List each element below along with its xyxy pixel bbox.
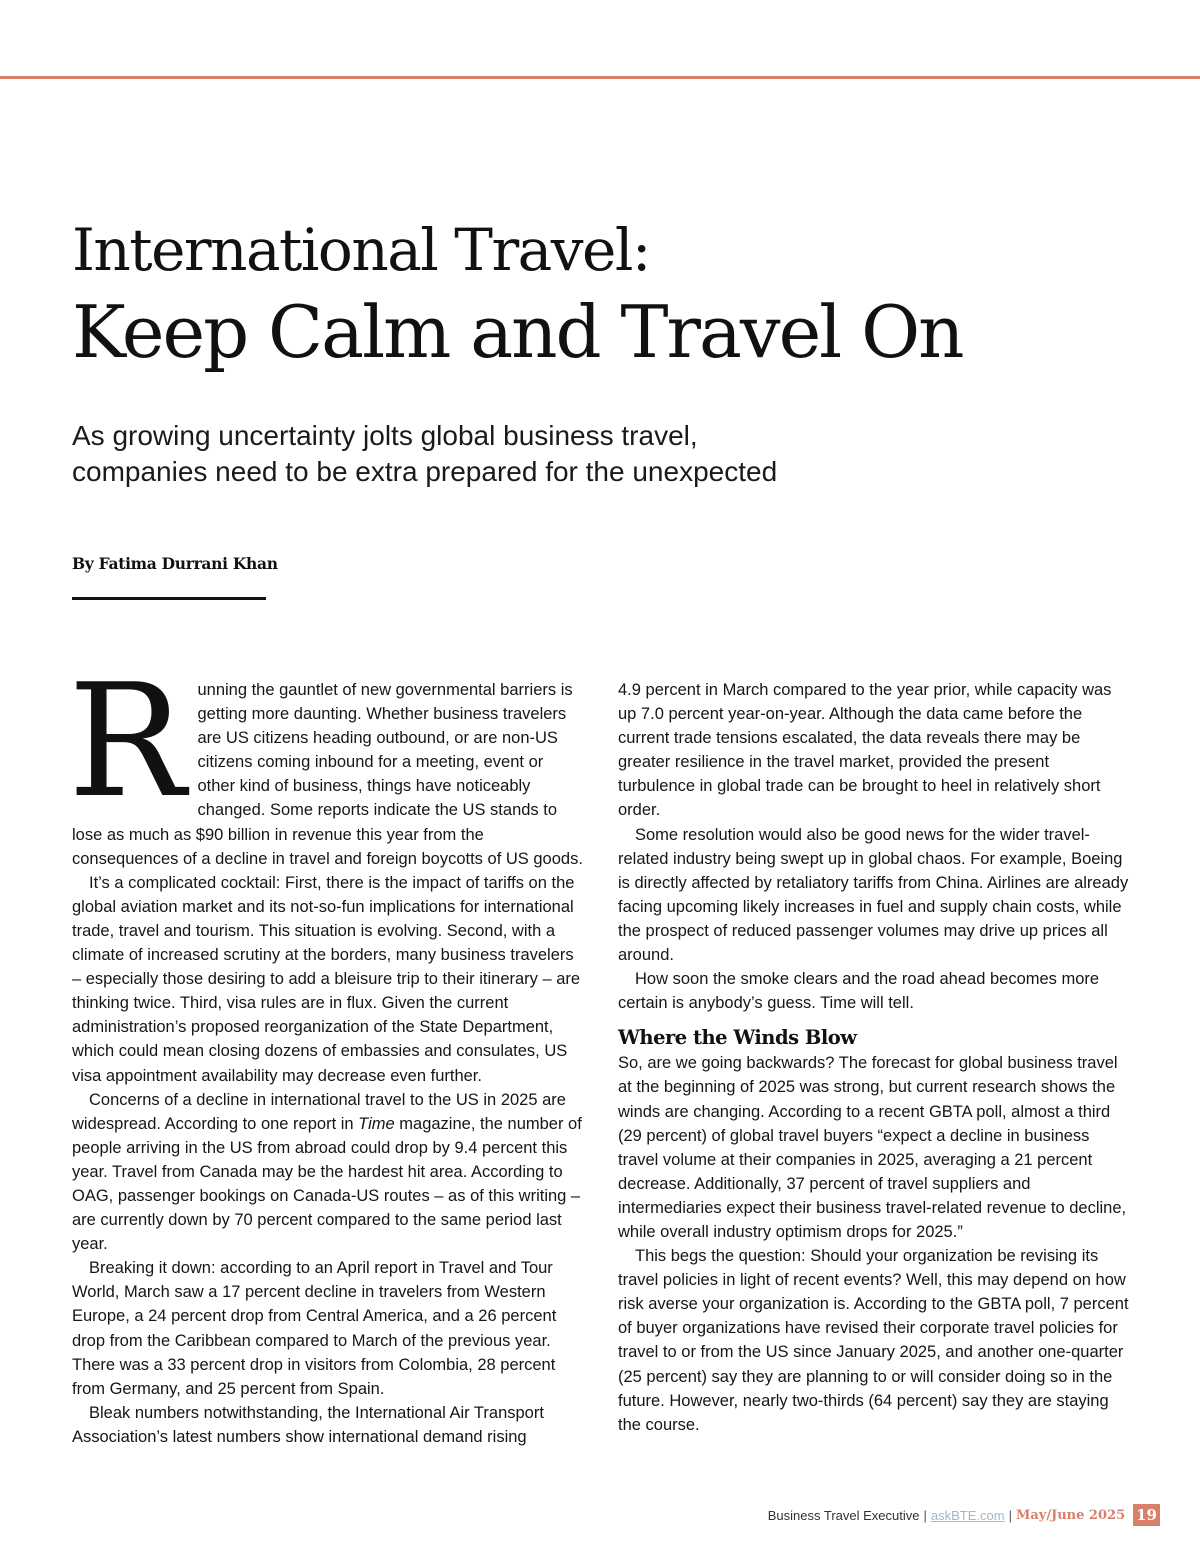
issue-date: May/June 2025 xyxy=(1015,1507,1126,1523)
paragraph-text: unning the gauntlet of new governmental barriers is getting more daunting. Whether business travelers are US citizens heading outbound, or are non-US citizens coming inbound for a meeting, event or other kind of business, things have noticeably changed. Some reports indicate the US stands to lose as much as $90 billion in revenue this year from the consequences of a decline in travel and foreign boycotts of US goods. xyxy=(72,681,583,868)
footer-separator: | xyxy=(1008,1507,1012,1523)
drop-cap: R xyxy=(68,650,184,832)
paragraph: How soon the smoke clears and the road ahead becomes more certain is anybody’s guess. Time will tell. xyxy=(618,970,1100,1013)
top-accent-rule xyxy=(0,76,1200,79)
paragraph: It’s a complicated cocktail: First, there is the impact of tariffs on the global aviation market and its not-so-fun implications for international trade, travel and tourism. This situation is evolving. Second, with a climate of increased scrutiny at the borders, many business travelers – especially those desiring to add a bleisure trip to their itinerary – are thinking twice. Third, visa rules are in flux. Given the current administration’s proposed reorganization of the State Department, which could mean closing dozens of embassies and consulates, US visa appointment availability may decrease even further. xyxy=(72,873,581,1085)
section-heading: Where the Winds Blow xyxy=(618,1026,857,1050)
paragraph xyxy=(72,1088,584,1257)
paragraph: This begs the question: Should your organization be revising its travel policies in light of recent events? Well, this may depend on how risk averse your organization is. According to the GBTA poll, 7 percent of buyer organizations have revised their corporate travel policies for travel to or from the US since January 2025, and another one-quarter (25 percent) say they are planning to or will consider doing so in the future. However, nearly two-thirds (64 percent) say they are staying the course. xyxy=(618,1247,1129,1434)
subtitle-line-2: companies need to be extra prepared for the unexpected xyxy=(72,456,778,487)
publication-name: Time xyxy=(358,1114,395,1133)
paragraph: So, are we going backwards? The forecast for global business travel at the beginning of 2025 was strong, but current research shows the winds are changing. According to a recent GBTA poll, almost a third (29 percent) of global travel buyers “expect a decline in business travel volume at their companies in 2025, averaging a 21 percent decrease. Additionally, 37 percent of travel suppliers and intermediaries expect their business travel-related revenue to decline, while overall industry optimism drops for 2025.” xyxy=(618,1054,1127,1241)
subtitle-line-1: As growing uncertainty jolts global business travel, xyxy=(72,420,698,451)
page-footer xyxy=(768,1503,1160,1527)
byline: By Fatima Durrani Khan xyxy=(72,554,278,573)
article-column-left xyxy=(68,650,584,1449)
paragraph: 4.9 percent in March compared to the year prior, while capacity was up 7.0 percent year-on-year. Although the data came before the current trade tensions escalated, the data reveals there may be greater resilience in the travel market, provided the present turbulence in global trade can be brought to heel in relatively short order. xyxy=(618,681,1112,820)
publication-name: Business Travel Executive xyxy=(767,1507,920,1523)
paragraph: Breaking it down: according to an April report in Travel and Tour World, March saw a 17 percent decline in travelers from Western Europe, a 24 percent drop from Central America, and a 26 percent drop from the Caribbean compared to March of the previous year. There was a 33 percent drop in visitors from Colombia, 28 percent from Germany, and 25 percent from Spain. xyxy=(72,1259,557,1398)
deck-subtitle xyxy=(72,418,1072,490)
paragraph: Some resolution would also be good news for the wider travel-related industry being swept up in global chaos. For example, Boeing is directly affected by retaliatory tariffs from China. Airlines are already facing upcoming likely increases in fuel and supply chain costs, while the prospect of reduced passenger volumes may drive up prices all around. xyxy=(618,825,1129,965)
headline: Keep Calm and Travel On xyxy=(72,290,963,374)
footer-separator: | xyxy=(923,1507,927,1523)
page-number: 19 xyxy=(1133,1504,1160,1526)
paragraph-text: magazine, the number of people arriving in the US from abroad could drop by 9.4 percent this year. Travel from Canada may be the hardest hit area. According to OAG, passenger bookings on Canada-US routes – as of this writing – are currently down by 70 percent compared to the same period last year. xyxy=(72,1114,582,1254)
byline-rule xyxy=(72,597,266,600)
paragraph xyxy=(68,650,584,871)
paragraph: Bleak numbers notwithstanding, the International Air Transport Association’s latest numbers show international demand rising xyxy=(72,1403,544,1446)
article-column-right xyxy=(618,678,1130,1437)
headline-kicker: International Travel: xyxy=(72,216,650,284)
paragraph-text: Concerns of a decline in international travel to the US in 2025 are widespread. According to one report in xyxy=(72,1090,566,1133)
website-link[interactable]: askBTE.com xyxy=(930,1507,1005,1523)
